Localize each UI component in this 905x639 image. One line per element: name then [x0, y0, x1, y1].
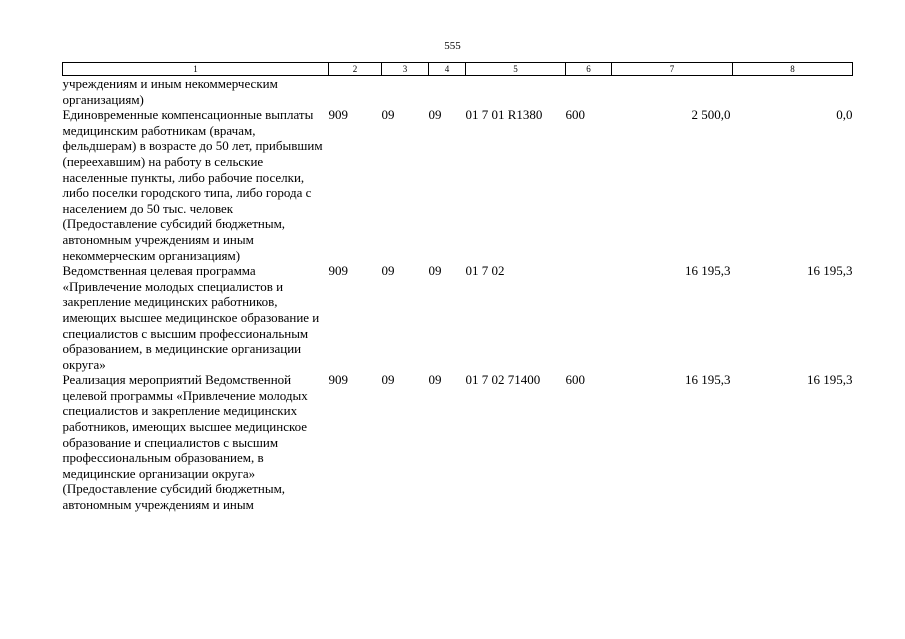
row-amount-1: 16 195,3 [685, 372, 731, 388]
row-expense-type: 600 [565, 107, 585, 123]
row-expense-type [566, 263, 612, 372]
page-number: 555 [444, 40, 461, 52]
row-amount-1: 16 195,3 [685, 263, 731, 279]
row-admin-code: 909 [328, 107, 348, 123]
table-header [63, 63, 853, 76]
table-body [63, 76, 853, 513]
row-amount-2: 16 195,3 [807, 263, 853, 279]
row-subsection: 09 [428, 372, 442, 388]
row-section: 09 [381, 372, 395, 388]
row-expense-type [566, 76, 612, 108]
row-amount-2: 16 195,3 [807, 372, 853, 388]
row-subsection [429, 76, 466, 108]
row-name: Единовременные компенсационные выплаты медицинским работникам (врачам, фельдшерам) в возрасте до 50 лет, прибывшим (переехавшим) на работу в сельские населенные пункты, либо рабочие поселки, либо поселки городского типа, либо города с населением до 50 тыс. человек (Предоставление субсидий бюджетным, автономным учреждениям и иным некоммерческим организациям) [62, 107, 323, 263]
row-name: учреждениям и иным некоммерческим организациям) [62, 76, 278, 107]
header-col-1: 1 [63, 63, 329, 76]
table-row [63, 263, 853, 372]
row-amount-1 [612, 76, 733, 108]
row-section: 09 [381, 107, 395, 123]
row-target-article: 01 7 02 [465, 263, 505, 279]
table-row [63, 372, 853, 512]
row-target-article [466, 76, 566, 108]
row-section [382, 76, 429, 108]
row-name: Ведомственная целевая программа «Привлечение молодых специалистов и закрепление медицинских работников, имеющих высшее медицинское образование и специалистов с высшим профессиональным образованием, в медицинские организации округа» [62, 263, 320, 372]
row-name: Реализация мероприятий Ведомственной целевой программы «Привлечение молодых специалистов и закрепление медицинских работников, имеющих высшее медицинское образование и специалистов с высшим профессиональным образованием, в медицинские организации округа» (Предоставление субсидий бюджетным, автономным учреждениям и иным [62, 372, 308, 513]
header-col-8: 8 [733, 63, 853, 76]
budget-table [62, 62, 853, 513]
header-col-2: 2 [329, 63, 382, 76]
row-amount-1: 2 500,0 [691, 107, 731, 123]
row-expense-type: 600 [565, 372, 585, 388]
header-col-3: 3 [382, 63, 429, 76]
row-amount-2: 0,0 [836, 107, 853, 123]
header-col-4: 4 [429, 63, 466, 76]
row-admin-code [329, 76, 382, 108]
table-row [63, 76, 853, 108]
row-subsection: 09 [428, 263, 442, 279]
row-admin-code: 909 [328, 263, 348, 279]
row-subsection: 09 [428, 107, 442, 123]
header-col-5: 5 [466, 63, 566, 76]
table-row [63, 107, 853, 263]
row-section: 09 [381, 263, 395, 279]
header-row [63, 63, 853, 76]
header-col-7: 7 [612, 63, 733, 76]
row-admin-code: 909 [328, 372, 348, 388]
row-target-article: 01 7 02 71400 [465, 372, 541, 388]
header-col-6: 6 [566, 63, 612, 76]
row-amount-2 [733, 76, 853, 108]
row-target-article: 01 7 01 R1380 [465, 107, 543, 123]
